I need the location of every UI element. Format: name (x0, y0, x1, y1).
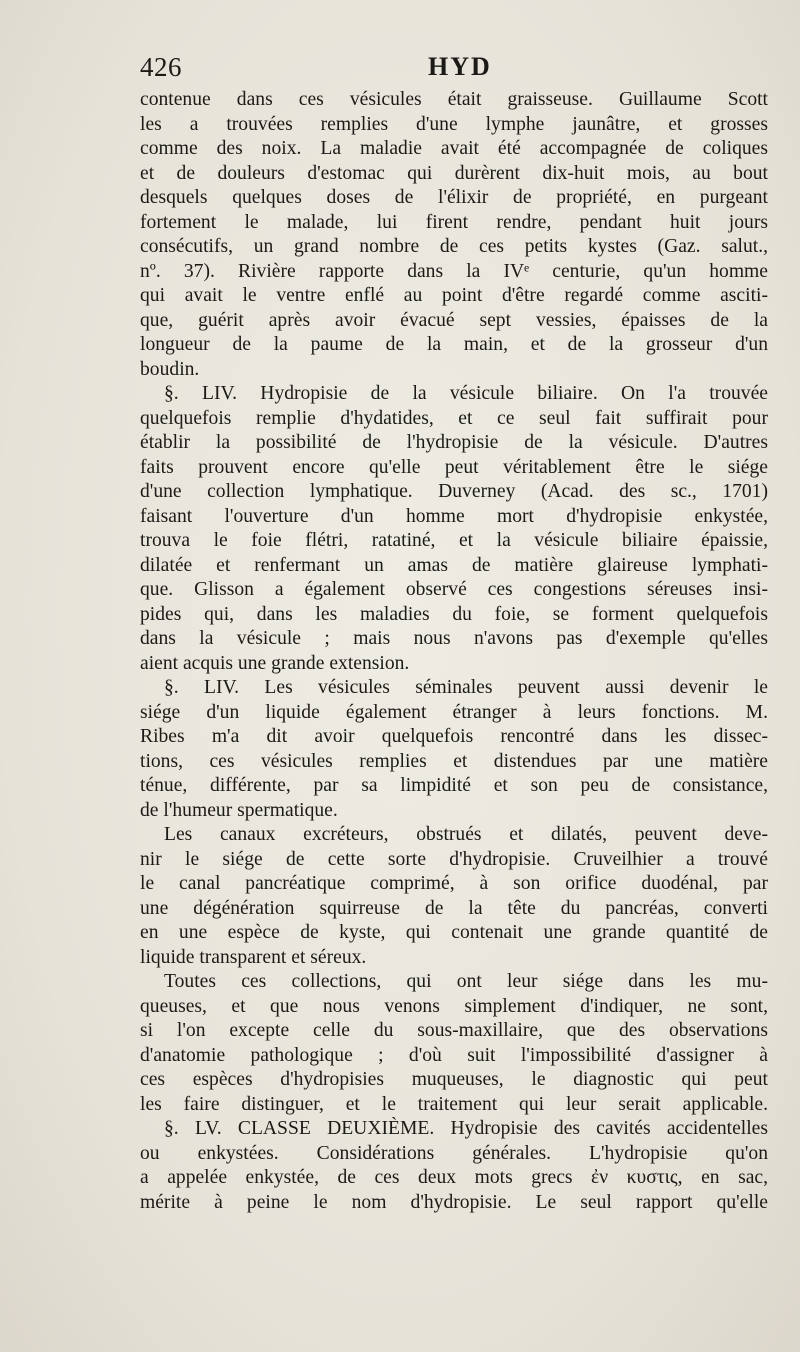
text-line: Toutes ces collections, qui ont leur siége dans les mu- (164, 971, 768, 992)
text-line: qui avait le ventre enflé au point d'être regardé comme asciti- (140, 285, 768, 306)
running-head-title: HYD (428, 52, 492, 81)
text-line: tions, ces vésicules remplies et distendues par une matière (140, 750, 768, 772)
text-line: ces espèces d'hydropisies muqueuses, le diagnostic qui peut (140, 1069, 768, 1090)
text-line: mérite à peine le nom d'hydropisie. Le seul rapport qu'elle (140, 1191, 768, 1213)
text-line: dilatée et renfermant un amas de matière glaireuse lymphati- (140, 554, 768, 576)
text-line: dans la vésicule ; mais nous n'avons pas d'exemple qu'elles (140, 628, 768, 649)
text-line: et de douleurs d'estomac qui durèrent dix-huit mois, au bout (140, 162, 768, 184)
text-line: si l'on excepte celle du sous-maxillaire, que des observations (140, 1020, 768, 1041)
text-line: établir la possibilité de l'hydropisie de la vésicule. D'autres (140, 432, 768, 453)
text-line: faits prouvent encore qu'elle peut véritablement être le siége (140, 456, 768, 478)
text-line: le canal pancréatique comprimé, à son orifice duodénal, par (140, 873, 768, 894)
text-line: siége d'un liquide également étranger à leurs fonctions. M. (140, 701, 768, 723)
text-line: Les canaux excréteurs, obstrués et dilatés, peuvent deve- (164, 824, 768, 845)
text-line: comme des noix. La maladie avait été accompagnée de coliques (140, 138, 768, 159)
text-line: les a trouvées remplies d'une lymphe jaunâtre, et grosses (140, 113, 768, 135)
text-line: nº. 37). Rivière rapporte dans la IVᵉ centurie, qu'un homme (140, 260, 768, 282)
text-line: liquide transparent et séreux. (140, 946, 367, 968)
text-line: faisant l'ouverture d'un homme mort d'hydropisie enkystée, (140, 505, 768, 527)
text-line: §. LV. CLASSE DEUXIÈME. Hydropisie des cavités accidentelles (164, 1118, 768, 1139)
page-number: 426 (140, 52, 182, 82)
text-line: que, guérit après avoir évacué sept vessies, épaisses de la (140, 309, 768, 331)
text-line: d'une collection lymphatique. Duverney (Acad. des sc., 1701) (140, 481, 768, 502)
text-line: ou enkystées. Considérations générales. L'hydropisie qu'on (140, 1142, 768, 1164)
running-head (140, 52, 768, 88)
text-line: d'anatomie pathologique ; d'où suit l'impossibilité d'assigner à (140, 1044, 768, 1066)
text-line: §. LIV. Hydropisie de la vésicule biliaire. On l'a trouvée (164, 383, 768, 404)
text-line: ténue, différente, par sa limpidité et son peu de consistance, (140, 775, 768, 796)
text-line: Ribes m'a dit avoir quelquefois rencontré dans les dissec- (140, 726, 768, 747)
text-line: de l'humeur spermatique. (140, 799, 338, 821)
text-line: les faire distinguer, et le traitement qui leur serait applicable. (140, 1093, 768, 1115)
body-text (140, 88, 768, 1215)
text-line: §. LIV. Les vésicules séminales peuvent aussi devenir le (164, 677, 768, 698)
text-line: en une espèce de kyste, qui contenait une grande quantité de (140, 922, 768, 943)
text-line: fortement le malade, lui firent rendre, pendant huit jours (140, 211, 768, 233)
text-line: une dégénération squirreuse de la tête du pancréas, converti (140, 897, 768, 919)
text-line: longueur de la paume de la main, et de la grosseur d'un (140, 334, 768, 355)
text-line: desquels quelques doses de l'élixir de propriété, en purgeant (140, 187, 768, 208)
text-line: a appelée enkystée, de ces deux mots grecs ἐν κυστις, en sac, (140, 1167, 768, 1188)
text-line: pides qui, dans les maladies du foie, se forment quelquefois (140, 603, 768, 625)
text-line: que. Glisson a également observé ces congestions séreuses insi- (140, 579, 768, 600)
text-line: nir le siége de cette sorte d'hydropisie. Cruveilhier a trouvé (140, 848, 768, 870)
text-line: aient acquis une grande extension. (140, 652, 410, 674)
text-line: boudin. (140, 358, 200, 380)
text-line: contenue dans ces vésicules était graisseuse. Guillaume Scott (140, 89, 768, 110)
text-line: trouva le foie flétri, ratatiné, et la vésicule biliaire épaissie, (140, 530, 768, 551)
text-line: quelquefois remplie d'hydatides, et ce seul fait suffirait pour (140, 407, 768, 429)
text-line: consécutifs, un grand nombre de ces petits kystes (Gaz. salut., (140, 236, 768, 257)
text-line: queuses, et que nous venons simplement d'indiquer, ne sont, (140, 995, 768, 1017)
